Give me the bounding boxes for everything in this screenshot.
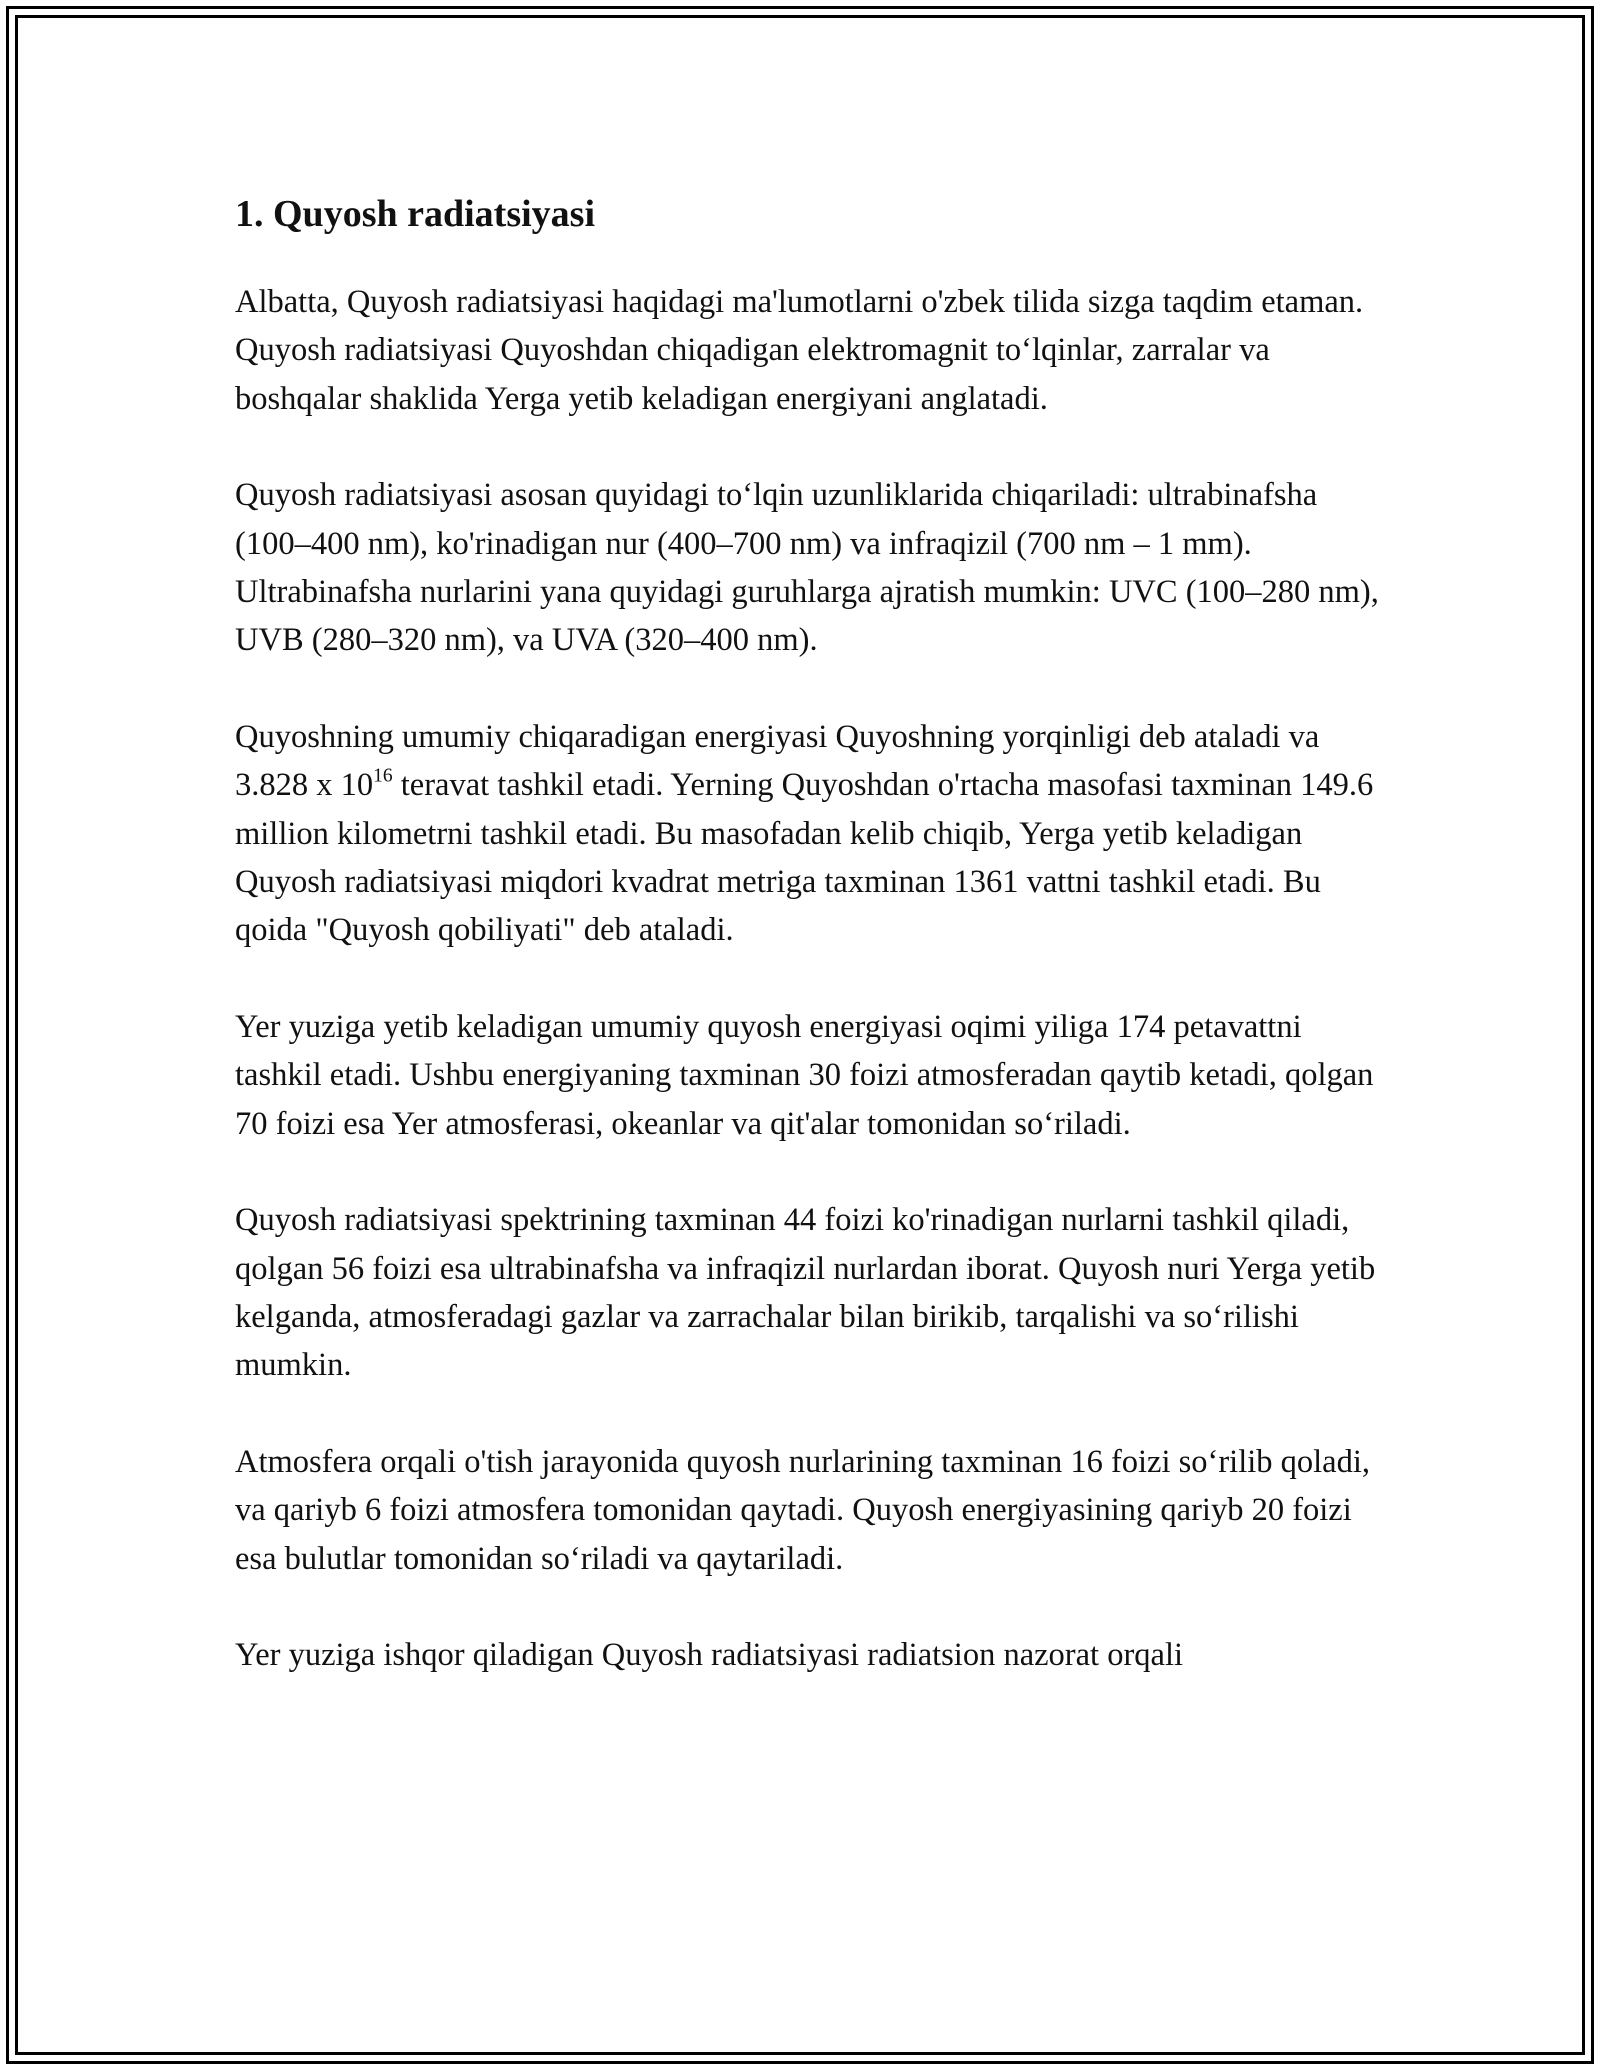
exponent-superscript: 16 xyxy=(373,765,393,787)
paragraph-spectrum: Quyosh radiatsiyasi spektrining taxminan 44 foizi ko'rinadigan nurlarni tashkil qiladi, qolgan 56 foizi esa ultrabinafsha va infraqizil nurlardan iborat. Quyosh nuri Yerga yetib kelganda, atmosferadagi gazlar va zarrachalar bilan birikib, tarqalishi va so‘rilishi mumkin. xyxy=(235,1202,1376,1384)
document-body xyxy=(235,186,1395,1727)
paragraph-surface: Yer yuziga ishqor qiladigan Quyosh radiatsiyasi radiatsion nazorat orqali xyxy=(235,1636,1184,1673)
paragraph-energy-flow: Yer yuziga yetib keladigan umumiy quyosh energiyasi oqimi yiliga 174 petavattni tashkil etadi. Ushbu energiyaning taxminan 30 foizi atmosferadan qaytib ketadi, qolgan 70 foizi esa Yer atmosferasi, okeanlar va qit'alar tomonidan so‘riladi. xyxy=(235,1008,1374,1142)
paragraph-atmosphere: Atmosfera orqali o'tish jarayonida quyosh nurlarining taxminan 16 foizi so‘rilib qoladi, va qariyb 6 foizi atmosfera tomonidan qaytadi. Quyosh energiyasining qariyb 20 foizi esa bulutlar tomonidan so‘riladi va qaytariladi. xyxy=(235,1443,1370,1577)
luminosity-text-after: teravat tashkil etadi. Yerning Quyoshdan o'rtacha masofasi taxminan 149.6 million kilometrni tashkil etadi. Bu masofadan kelib chiqib, Yerga yetib keladigan Quyosh radiatsiyasi miqdori kvadrat metriga taxminan 1361 vattni tashkil etadi. Bu qoida "Quyosh qobiliyati" deb ataladi. xyxy=(235,767,1374,949)
paragraph-intro: Albatta, Quyosh radiatsiyasi haqidagi ma'lumotlarni o'zbek tilida sizga taqdim etaman. Quyosh radiatsiyasi Quyoshdan chiqadigan elektromagnit to‘lqinlar, zarralar va boshqalar shaklida Yerga yetib keladigan energiyani anglatadi. xyxy=(235,284,1364,417)
section-heading: 1. Quyosh radiatsiyasi xyxy=(235,193,596,235)
luminosity-text-before: Quyoshning umumiy chiqaradigan energiyasi Quyoshning yorqinligi deb ataladi va 3.828 x 10 xyxy=(235,718,1320,804)
paragraph-wavelengths: Quyosh radiatsiyasi asosan quyidagi to‘lqin uzunliklarida chiqariladi: ultrabinafsha (100–400 nm), ko'rinadigan nur (400–700 nm) va infraqizil (700 nm – 1 mm). Ultrabinafsha nurlarini yana quyidagi guruhlarga ajratish mumkin: UVC (100–280 nm), UVB (280–320 nm), va UVA (320–400 nm). xyxy=(235,477,1379,659)
paragraph-luminosity xyxy=(235,713,1395,955)
